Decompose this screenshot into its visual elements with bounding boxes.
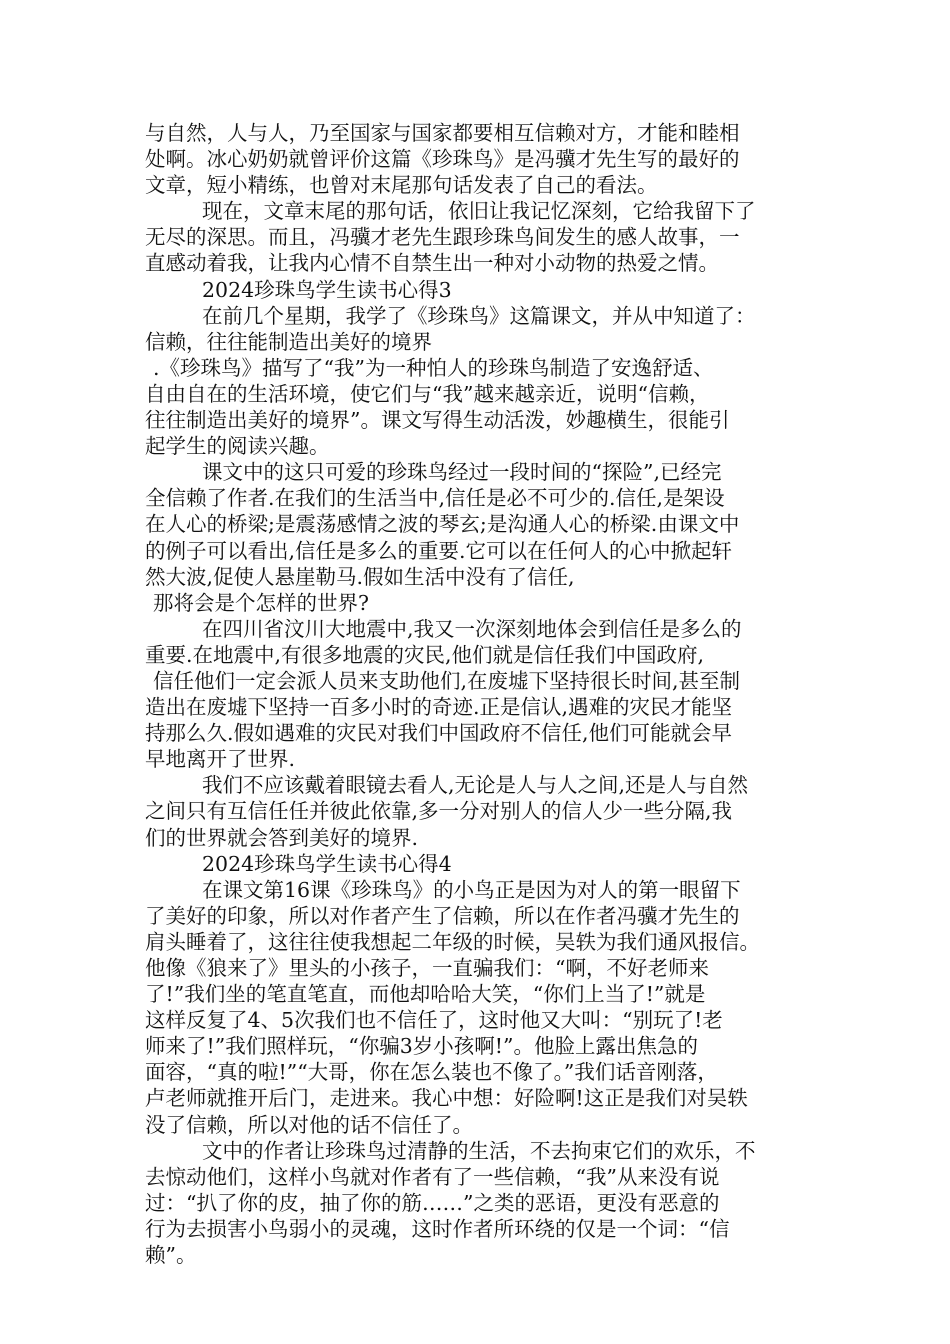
text-line: 他像《狼来了》里头的小孩子，一直骗我们：“啊，不好老师来 [145, 956, 709, 980]
text-line: 之间只有互信任任并彼此依靠,多一分对别人的信人少一些分隔,我 [145, 799, 733, 824]
text-line: 无尽的深思。而且，冯骥才老先生跟珍珠鸟间发生的感人故事，一 [145, 225, 740, 250]
text-line: 造出在废墟下坚持一百多小时的奇迹.正是信认,遇难的灾民才能坚 [145, 695, 733, 720]
text-line: 的例子可以看出,信任是多么的重要.它可以在任何人的心中掀起轩 [145, 538, 733, 563]
text-line: 卢老师就推开后门，走进来。我心中想：好险啊!这正是我们对吴轶 [145, 1086, 748, 1111]
text-line: 没了信赖，所以对他的话不信任了。 [145, 1112, 473, 1137]
text-line: 信任他们一定会派人员来支助他们,在废墟下坚持很长时间,甚至制 [153, 668, 741, 693]
text-line: 持那么久.假如遇难的灾民对我们中国政府不信任,他们可能就会早 [145, 721, 733, 746]
text-line: 过：“扒了你的皮，抽了你的筋……”之类的恶语，更没有恶意的 [145, 1190, 720, 1215]
text-line: 处啊。冰心奶奶就曾评价这篇《珍珠鸟》是冯骥才先生写的最好的 [145, 147, 740, 172]
text-line: 信赖，往往能制造出美好的境界 [145, 329, 432, 354]
text-line: 课文中的这只可爱的珍珠鸟经过一段时间的“探险”,已经完 [202, 460, 722, 485]
text-line: 起学生的阅读兴趣。 [145, 434, 330, 459]
text-line: 早地离开了世界. [145, 747, 296, 772]
text-line: 2024珍珠鸟学生读书心得3 [202, 277, 452, 302]
text-line: 在人心的桥梁;是震荡感情之波的琴玄;是沟通人心的桥梁.由课文中 [145, 512, 740, 537]
text-line: .《珍珠鸟》描写了“我”为一种怕人的珍珠鸟制造了安逸舒适、 [153, 355, 714, 380]
text-line: 文章，短小精练，也曾对末尾那句话发表了自己的看法。 [145, 173, 658, 198]
text-line: 去惊动他们，这样小鸟就对作者有了一些信赖，“我”从来没有说 [145, 1164, 720, 1189]
text-line: 们的世界就会答到美好的境界. [145, 825, 419, 850]
text-line: 面容，“真的啦!”“大哥，你在怎么装也不像了。”我们话音刚落， [145, 1060, 718, 1085]
text-line: 重要.在地震中,有很多地震的灾民,他们就是信任我们中国政府, [145, 642, 705, 667]
text-line: 赖”。 [145, 1243, 197, 1268]
text-line: 我们不应该戴着眼镜去看人,无论是人与人之间,还是人与自然 [202, 773, 749, 798]
text-line: 2024珍珠鸟学生读书心得4 [202, 851, 452, 876]
text-line: 肩头睡着了，这往往使我想起二年级的时候，吴轶为我们通风报信。 [145, 929, 760, 954]
text-line: 了!”我们坐的笔直笔直，而他却哈哈大笑，“你们上当了!”就是 [145, 982, 706, 1007]
text-line: 现在，文章末尾的那句话，依旧让我记忆深刻，它给我留下了 [202, 199, 756, 224]
text-line: 在前几个星期，我学了《珍珠鸟》这篇课文，并从中知道了： [202, 303, 756, 328]
text-line: 文中的作者让珍珠鸟过清静的生活，不去拘束它们的欢乐，不 [202, 1138, 756, 1163]
text-line: 直感动着我，让我内心情不自禁生出一种对小动物的热爱之情。 [145, 251, 719, 276]
text-line: 了美好的印象，所以对作者产生了信赖，所以在作者冯骥才先生的 [145, 903, 740, 928]
text-line: 在课文第16课《珍珠鸟》的小鸟正是因为对人的第一眼留下 [202, 877, 741, 902]
text-line: 行为去损害小鸟弱小的灵魂，这时作者所环绕的仅是一个词：“信 [145, 1216, 730, 1241]
text-line: 在四川省汶川大地震中,我又一次深刻地体会到信任是多么的 [202, 616, 742, 641]
text-line: 自由自在的生活环境，使它们与“我”越来越亲近，说明“信赖， [145, 381, 710, 406]
text-line: 这样反复了4、5次我们也不信任了，这时他又大叫：“别玩了!老 [145, 1008, 723, 1033]
text-line: 然大波,促使人悬崖勒马.假如生活中没有了信任, [145, 564, 575, 589]
text-line: 与自然，人与人，乃至国家与国家都要相互信赖对方，才能和睦相 [145, 121, 740, 145]
document-page [145, 120, 805, 1268]
text-line: 全信赖了作者.在我们的生活当中,信任是必不可少的.信任,是架设 [145, 486, 725, 511]
text-line: 那将会是个怎样的世界? [153, 590, 369, 615]
text-line: 往往制造出美好的境界”。课文写得生动活泼，妙趣横生，很能引 [145, 408, 730, 433]
text-line: 师来了!”我们照样玩，“你骗3岁小孩啊!”。他脸上露出焦急的 [145, 1034, 698, 1059]
